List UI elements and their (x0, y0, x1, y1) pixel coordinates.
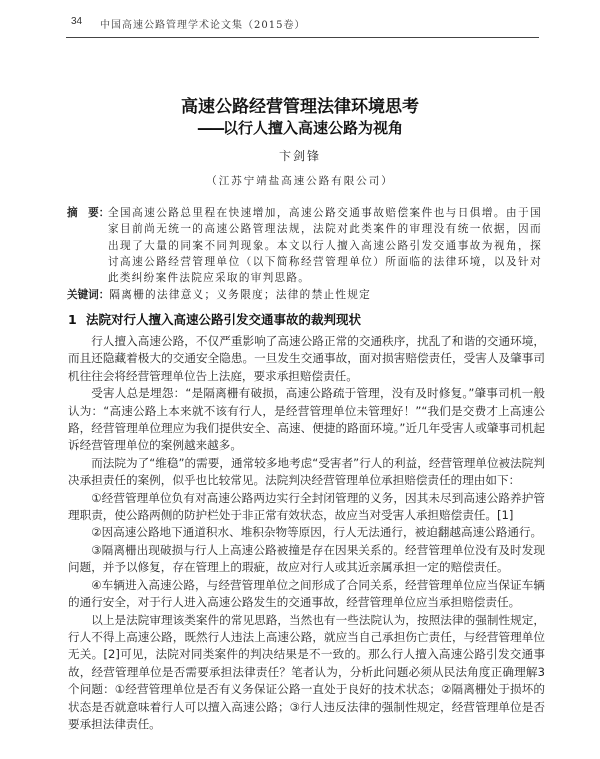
abstract-block (67, 205, 542, 304)
abstract (67, 205, 542, 286)
subtitle-text: 以行人擅入高速公路为视角 (222, 119, 403, 137)
keywords (67, 287, 542, 303)
paragraph: 行人擅入高速公路，不仅严重影响了高速公路正常的交通秩序，扰乱了和谐的交通环境，而且还隐藏着极大的交通安全隐患。一旦发生交通事故，面对损害赔偿责任，受害人及肇事司机往往会将经营管理单位告上法庭，要求承担赔偿责任。 (68, 334, 545, 383)
abstract-text: 全国高速公路总里程在快速增加，高速公路交通事故赔偿案件也与日俱增。由于国家目前尚无统一的高速公路管理法规，法院对此类案件的审理没有统一依据，因而出现了大量的同案不同判现象。本文以行人擅入高速公路引发交通事故为视角，探讨高速公路经营管理单位（以下简称经营管理单位）所面临的法律环境，以及针对此类纠纷案件法院应采取的审判思路。 (108, 207, 542, 285)
section-heading (68, 310, 543, 328)
journal-title: 中国高速公路管理学术论文集（2015卷） (100, 20, 306, 31)
section-title: 法院对行人擅入高速公路引发交通事故的裁判现状 (86, 312, 362, 327)
running-header (68, 14, 540, 34)
author-affiliation: （江苏宁靖盐高速公路有限公司） (206, 175, 394, 187)
abstract-label: 摘 要： (67, 207, 110, 219)
paragraph: 以上是法院审理该类案件的常见思路，当然也有一些法院认为，按照法律的强制性规定，行人不得上高速公路，既然行人违法上高速公路，就应当自己承担伤亡责任，与经营管理单位无关。[2]可见，法院对同类案件的判决结果是不一致的。那么行人擅入高速公路引发交通事故，经营管理单位是否需要承担法律责任？笔者认为，分析此问题必须从民法角度正确理解3个问题：①经营管理单位是否有义务保证公路一直处于良好的技术状态；②隔离栅处于损坏的状态是否就意味着行人可以擅入高速公路；③行人违反法律的强制性规定，经营管理单位是否要承担法律责任。 (68, 612, 545, 731)
subtitle-dash: —— (196, 119, 223, 137)
paragraph: ③隔离栅出现破损与行人上高速公路被撞是存在因果关系的。经营管理单位没有及时发现问题，并予以修复，存在管理上的瑕疵，故应对行人或其近亲属承担一定的赔偿责任。 (68, 542, 545, 575)
article-title: 高速公路经营管理法律环境思考 (181, 97, 419, 117)
author-name: 卞剑锋 (278, 149, 321, 163)
paragraph: 受害人总是埋怨：“是隔离栅有破损，高速公路疏于管理，没有及时修复。”肇事司机一般认为：“高速公路上本来就不该有行人，是经营管理单位未管理好！”“我们是交费才上高速公路，经营管理单位理应为我们提供安全、高速、便捷的路面环境。”近几年受害人或肇事司机起诉经营管理单位的案例越来越多。 (68, 386, 545, 453)
paragraph: 而法院为了“维稳”的需要，通常较多地考虑“受害者”行人的利益，经营管理单位被法院判决承担责任的案例，似乎也比较常见。法院判决经营管理单位承担赔偿责任的理由如下： (68, 455, 545, 488)
paragraph: ①经营管理单位负有对高速公路两边实行全封闭管理的义务，因其未尽到高速公路养护管理职责，使公路两侧的防护栏处于非正常有效状态，故应当对受害人承担赔偿责任。[1] (68, 490, 545, 523)
article-subtitle (0, 117, 600, 138)
page-number: 34 (71, 16, 83, 27)
section-number: 1 (68, 312, 77, 327)
keywords-label: 关键词： (67, 289, 110, 302)
paragraph: ④车辆进入高速公路，与经营管理单位之间形成了合同关系，经营管理单位应当保证车辆的通行安全，对于行人进入高速公路发生的交通事故，经营管理单位应当承担赔偿责任。 (68, 577, 545, 610)
keywords-text: 隔离栅的法律意义；义务限度；法律的禁止性规定 (109, 289, 372, 302)
body-text (68, 333, 545, 733)
paragraph: ②因高速公路地下通道积水、堆积杂物等原因，行人无法通行，被迫翻越高速公路通行。 (91, 525, 543, 540)
header-rule (66, 37, 539, 38)
